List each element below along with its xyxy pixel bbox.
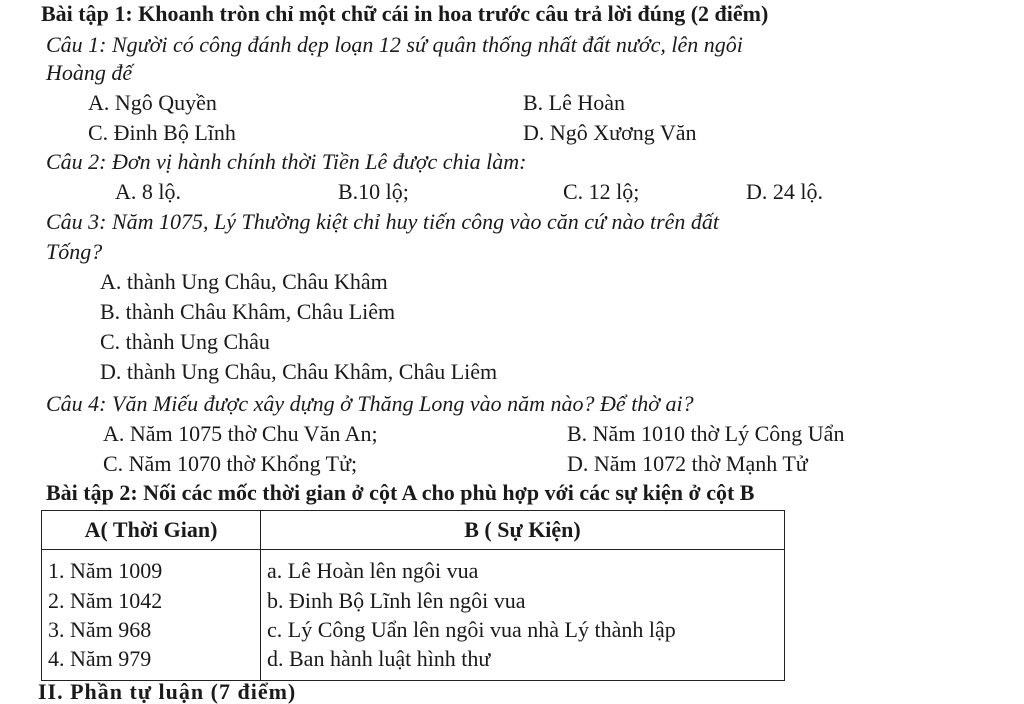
question-1-option-d[interactable]: D. Ngô Xương Văn [523,120,697,145]
question-2-option-d[interactable]: D. 24 lộ. [746,179,823,204]
time-cell[interactable]: 2. Năm 1042 [42,586,261,615]
table-header-row [42,511,785,550]
question-3-option-b[interactable]: B. thành Châu Khâm, Châu Liêm [100,299,396,324]
question-2-option-b[interactable]: B.10 lộ; [338,179,409,204]
question-4-option-a[interactable]: A. Năm 1075 thờ Chu Văn An; [103,421,378,446]
matching-table [41,510,785,681]
question-3-option-a[interactable]: A. thành Ung Châu, Châu Khâm [100,269,388,294]
question-2-option-c[interactable]: C. 12 lộ; [563,179,640,204]
question-4-option-c[interactable]: C. Năm 1070 thờ Khổng Tử; [103,451,358,476]
time-cell[interactable]: 1. Năm 1009 [42,550,261,587]
question-4-option-d[interactable]: D. Năm 1072 thờ Mạnh Tử [567,451,808,476]
table-row [42,586,785,615]
question-3-text: Câu 3: Năm 1075, Lý Thường kiệt chỉ huy tiến công vào căn cứ nào trên đất [46,209,720,234]
question-4-option-b[interactable]: B. Năm 1010 thờ Lý Công Uẩn [567,421,845,446]
column-a-header: A( Thời Gian) [42,511,261,550]
event-cell[interactable]: c. Lý Công Uẩn lên ngôi vua nhà Lý thành lập [261,615,785,644]
question-1-option-b[interactable]: B. Lê Hoàn [523,90,626,115]
table-row [42,615,785,644]
question-1-option-c[interactable]: C. Đinh Bộ Lĩnh [88,120,236,145]
question-4-text: Câu 4: Văn Miếu được xây dựng ở Thăng Long vào năm nào? Để thờ ai? [46,391,694,416]
question-3-option-d[interactable]: D. thành Ung Châu, Châu Khâm, Châu Liêm [100,359,498,384]
question-2-text: Câu 2: Đơn vị hành chính thời Tiền Lê được chia làm: [46,149,527,174]
table-row [42,550,785,587]
exercise-2-heading: Bài tập 2: Nối các mốc thời gian ở cột A cho phù hợp với các sự kiện ở cột B [46,480,755,505]
question-1-text: Câu 1: Người có công đánh dẹp loạn 12 sứ quân thống nhất đất nước, lên ngôi [46,32,743,57]
exercise-1-heading: Bài tập 1: Khoanh tròn chỉ một chữ cái in hoa trước câu trả lời đúng (2 điểm) [41,1,769,26]
event-cell[interactable]: b. Đinh Bộ Lĩnh lên ngôi vua [261,586,785,615]
column-b-header: B ( Sự Kiện) [261,511,785,550]
question-1-option-a[interactable]: A. Ngô Quyền [88,90,217,115]
question-3-option-c[interactable]: C. thành Ung Châu [100,329,270,354]
cutoff-text: II. Phần tự luận (7 điểm) [38,679,297,704]
question-3-text-cont: Tống? [46,239,103,264]
question-2-option-a[interactable]: A. 8 lộ. [115,179,181,204]
event-cell[interactable]: d. Ban hành luật hình thư [261,644,785,681]
question-1-text-cont: Hoàng đế [46,60,133,85]
table-row [42,644,785,681]
cutoff-section-heading [38,679,358,704]
event-cell[interactable]: a. Lê Hoàn lên ngôi vua [261,550,785,587]
time-cell[interactable]: 3. Năm 968 [42,615,261,644]
time-cell[interactable]: 4. Năm 979 [42,644,261,681]
